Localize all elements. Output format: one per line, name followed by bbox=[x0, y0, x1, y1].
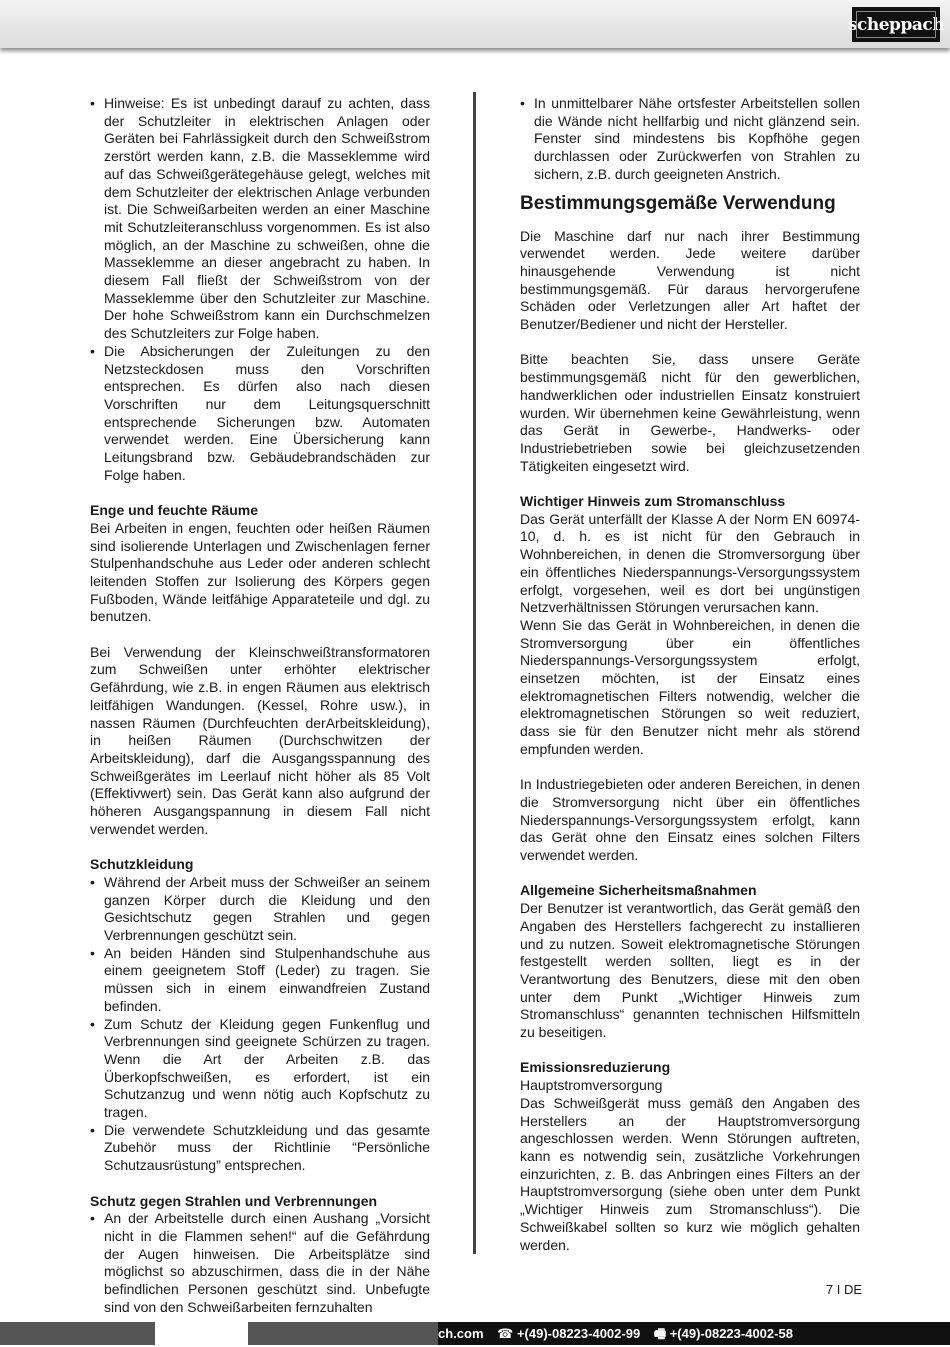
section-heading-enge: Enge und feuchte Räume bbox=[90, 502, 259, 519]
section-heading-schutzkleidung: Schutzkleidung bbox=[90, 856, 194, 873]
paragraph: Bei Arbeiten in engen, feuchten oder heißen Räumen sind isolierende Unterlagen und Zwischenlagen ferner Stulpenhandschuhe aus Leder oder anderen schlecht leitenden Stoffen zur Isolierung des Körpers gegen Fußboden, Wände leitfähige Apparateteile und dgl. zu benutzen. bbox=[90, 519, 430, 625]
list-item: • Die verwendete Schutzkleidung und das gesamte Zubehör muss der Richtlinie “Persönliche Schutzausrüstung” entsprechen. bbox=[90, 1122, 430, 1175]
paragraph: Der Benutzer ist verantwortlich, das Gerät gemäß den Angaben des Herstellers fachgerecht zu installieren und zu nutzen. Soweit elektromagnetische Störungen festgestellt werden sollten, liegt es in der Verantwortung des Benutzers, diese mit den oben unter dem Punkt „Wichtiger Hinweis zum Stromanschluss“ genannten technischen Hilfsmitteln zu beseitigen. bbox=[520, 900, 860, 1041]
page-number: 7 I DE bbox=[825, 1282, 862, 1297]
footer-stripe bbox=[248, 1322, 438, 1345]
list-item: • Während der Arbeit muss der Schweißer an seinem ganzen Körper durch die Kleidung und den Gesichtschutz gegen Strahlen und gegen Verbrennungen geschützt sein. bbox=[90, 874, 430, 945]
column-divider bbox=[473, 92, 476, 1254]
list-item: • An beiden Händen sind Stulpenhandschuhe aus einem geeignetem Stoff (Leder) zu tragen. Sie müssen sich in einem einwandfreien Zustand befinden. bbox=[90, 945, 430, 1016]
footer-bar bbox=[0, 1322, 950, 1345]
section-heading-hinweis: Wichtiger Hinweis zum Stromanschluss bbox=[520, 493, 786, 510]
bullet-list-intro bbox=[90, 95, 430, 484]
list-item: • Zum Schutz der Kleidung gegen Funkenflug und Verbrennungen sind geeignete Schürzen zu tragen. Wenn die Art der Arbeiten z.B. das Überkopfschweißen, es erfordert, ist ein Schutzanzug und wenn nötig auch Kopfschutz zu tragen. bbox=[90, 1016, 430, 1122]
section-heading-allgemein: Allgemeine Sicherheitsmaßnahmen bbox=[520, 882, 757, 899]
paragraph: In Industriegebieten oder anderen Bereichen, in denen die Stromversorgung nicht über ein öffentliches Niederspannungs-Versorgungssystem erfolgt, kann das Gerät ohne den Einsatz eines solchen Filters verwendet werden. bbox=[520, 776, 860, 864]
subheading: Hauptstromversorgung bbox=[520, 1077, 663, 1094]
list-item: • Die Absicherungen der Zuleitungen zu den Netzsteckdosen muss den Vorschriften entsprechen. Es dürfen also nach diesen Vorschriften nur dem Leitungsquerschnitt entsprechende Sicherungen bzw. Automaten verwendet werden. Eine Übersicherung kann Leitungsbrand bzw. Gebäudebrandschäden zur Folge haben. bbox=[90, 343, 430, 485]
header-bar bbox=[0, 0, 950, 48]
paragraph: Bei Verwendung der Kleinschweißtransformatoren zum Schweißen unter erhöhter elektrischer Gefährdung, wie z.B. in engen Räumen aus elektrisch leitfähigen Wandungen. (Kessel, Rohre usw.), in nassen Räumen (Durchfeuchten derArbeitskleidung), in heißen Räumen (Durchschwitzen der Arbeitskleidung), darf die Ausgangsspannung des Schweißgerätes im Leerlauf nicht höher als 85 Volt (Effektivwert) sein. Das Gerät kann also aufgrund der höheren Ausgangspannung in diesem Fall nicht verwendet werden. bbox=[90, 643, 430, 837]
paragraph: Das Gerät unterfällt der Klasse A der Norm EN 60974-10, d. h. es ist nicht für den Gebrauch in Wohnbereichen, in denen die Stromversorgung über ein öffentliches Niederspannungs-Versorgungssystem erfolgt, vorgesehen, weil es dort bei ungünstigen Netzverhältnissen Störungen verursachen kann. bbox=[520, 510, 860, 616]
footer-phone: ☎ +(49)-08223-4002-99 bbox=[497, 1326, 641, 1341]
section-title: Bestimmungsgemäße Verwendung bbox=[520, 192, 836, 214]
paragraph: Die Maschine darf nur nach ihrer Bestimmung verwendet werden. Jede weitere darüber hinausgehende Verwendung ist nicht bestimmungsgemäß. Für daraus hervorgerufene Schäden oder Verletzungen aller Art haftet der Benutzer/Bediener und nicht der Hersteller. bbox=[520, 227, 860, 333]
footer-fax: 🖷 +(49)-08223-4002-58 bbox=[653, 1326, 793, 1341]
footer-website[interactable]: ch.com bbox=[438, 1326, 484, 1341]
list-item: • In unmittelbarer Nähe ortsfester Arbeitstellen sollen die Wände nicht hellfarbig und nicht glänzend sein. Fenster sind mindestens bis Kopfhöhe gegen durchlassen oder Zurückwerfen von Strahlen zu sichern, z.B. durch geeigneten Anstrich. bbox=[520, 95, 860, 184]
list-item: • An der Arbeitstelle durch einen Aushang „Vorsicht nicht in die Flammen sehen!“ auf die Gefährdung der Augen hinweisen. Die Arbeitsplätze sind möglichst so abzuschirmen, dass die in der Nähe befindlichen Personen geschützt sind. Unbefugte sind von den Schweißarbeiten fernzuhalten bbox=[90, 1210, 430, 1316]
bullet-list-strahlen bbox=[90, 1210, 430, 1316]
brand-logo: scheppach bbox=[852, 7, 940, 42]
footer-stripe bbox=[0, 1322, 155, 1345]
footer-contact bbox=[438, 1325, 803, 1347]
left-column bbox=[90, 95, 430, 1316]
section-heading-strahlen: Schutz gegen Strahlen und Verbrennungen bbox=[90, 1192, 378, 1209]
right-column bbox=[520, 95, 860, 1254]
footer-stripe bbox=[155, 1322, 248, 1345]
list-item: • Hinweise: Es ist unbedingt darauf zu achten, dass der Schutzleiter in elektrischen Anlagen oder Geräten bei Fahrlässigkeit durch den Schweißstrom zerstört werden kann, z.B. die Masseklemme wird auf das Schweißgerätegehäuse gelegt, welches mit dem Schutzleiter der elektrischen Anlage verbunden ist. Die Schweißarbeiten werden an einer Maschine mit Schutzleiteranschluss vorgenommen. Es ist also möglich, an der Maschine zu schweißen, ohne die Masseklemme an dieser angebracht zu haben. In diesem Fall fließt der Schweißstrom von der Masseklemme über den Schutzleiter zur Maschine. Der hohe Schweißstrom kann ein Durchschmelzen des Schutzleiters zur Folge haben. bbox=[90, 95, 430, 343]
paragraph: Wenn Sie das Gerät in Wohnbereichen, in denen die Stromversorgung über ein öffentliches Niederspannungs-Versorgungssystem erfolgt, einsetzen möchten, ist der Einsatz eines elektromagnetischen Filters notwendig, welcher die elektromagnetischen Störungen so weit reduziert, dass sie für den Benutzer nicht mehr als störend empfunden werden. bbox=[520, 616, 860, 757]
section-heading-emission: Emissionsreduzierung bbox=[520, 1059, 671, 1076]
bullet-list-schutzkleidung bbox=[90, 874, 430, 1175]
paragraph: Das Schweißgerät muss gemäß den Angaben des Herstellers an der Hauptstromversorgung angeschlossen werden. Wenn Störungen auftreten, kann es notwendig sein, zusätzliche Vorkehrungen einzurichten, z. B. das Anbringen eines Filters an der Hauptstromversorgung (siehe oben unter dem Punkt „Wichtiger Hinweis zum Stromanschluss“). Die Schweißkabel sollten so kurz wie möglich gehalten werden. bbox=[520, 1094, 860, 1253]
bullet-list-top bbox=[520, 95, 860, 184]
paragraph: Bitte beachten Sie, dass unsere Geräte bestimmungsgemäß nicht für den gewerblichen, handwerklichen oder industriellen Einsatz konstruiert wurden. Wir übernehmen keine Gewährleistung, wenn das Gerät in Gewerbe-, Handwerks- oder Industriebetrieben sowie bei gleichzusetzenden Tätigkeiten eingesetzt wird. bbox=[520, 351, 860, 474]
